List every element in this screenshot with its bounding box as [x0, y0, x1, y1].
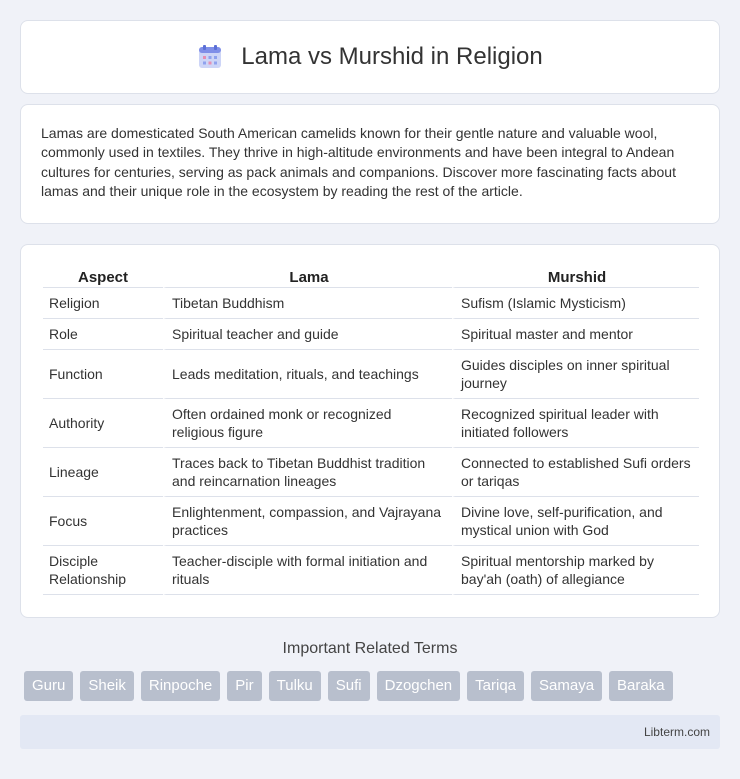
- cell-murshid: Spiritual master and mentor: [452, 319, 699, 350]
- related-term-tag[interactable]: Baraka: [609, 671, 673, 701]
- cell-murshid: Connected to established Sufi orders or tariqas: [452, 448, 699, 497]
- cell-aspect: Function: [43, 350, 163, 399]
- table-row: [43, 448, 699, 497]
- cell-lama: Tibetan Buddhism: [163, 288, 452, 319]
- footer-site-link[interactable]: Libterm.com: [643, 725, 710, 739]
- cell-murshid: Sufism (Islamic Mysticism): [452, 288, 699, 319]
- related-term-tag[interactable]: Samaya: [531, 671, 602, 701]
- cell-murshid: Guides disciples on inner spiritual journey: [452, 350, 699, 399]
- cell-lama: Traces back to Tibetan Buddhist tradition and reincarnation lineages: [163, 448, 452, 497]
- cell-lama: Spiritual teacher and guide: [163, 319, 452, 350]
- header-aspect: Aspect: [43, 265, 163, 288]
- related-terms-title: Important Related Terms: [282, 640, 458, 657]
- header-lama: Lama: [163, 265, 452, 288]
- page-title: Lama vs Murshid in Religion: [241, 43, 543, 70]
- cell-aspect: Role: [43, 319, 163, 350]
- related-term-tag[interactable]: Tulku: [269, 671, 321, 701]
- cell-lama: Teacher-disciple with formal initiation and rituals: [163, 546, 452, 595]
- table-row: [43, 399, 699, 448]
- cell-lama: Enlightenment, compassion, and Vajrayana practices: [163, 497, 452, 546]
- cell-aspect: Lineage: [43, 448, 163, 497]
- header-murshid: Murshid: [452, 265, 699, 288]
- header-card: [20, 20, 720, 94]
- cell-aspect: Religion: [43, 288, 163, 319]
- cell-lama: Often ordained monk or recognized religious figure: [163, 399, 452, 448]
- related-term-tag[interactable]: Rinpoche: [141, 671, 220, 701]
- intro-text: Lamas are domesticated South American camelids known for their gentle nature and valuable wool, commonly used in textiles. They thrive in high-altitude environments and have been integral to Andean cultures for centuries, serving as pack animals and companions. Discover more fascinating facts about lamas and their unique role in the ecosystem by reading the rest of the article.: [41, 125, 676, 200]
- cell-murshid: Divine love, self-purification, and mystical union with God: [452, 497, 699, 546]
- cell-murshid: Spiritual mentorship marked by bay'ah (oath) of allegiance: [452, 546, 699, 595]
- related-terms-list: [24, 671, 724, 701]
- cell-murshid: Recognized spiritual leader with initiated followers: [452, 399, 699, 448]
- related-term-tag[interactable]: Pir: [227, 671, 261, 701]
- table-row: [43, 288, 699, 319]
- intro-card: [20, 104, 720, 224]
- related-term-tag[interactable]: Dzogchen: [377, 671, 461, 701]
- comparison-card: [20, 244, 720, 618]
- related-term-tag[interactable]: Sheik: [80, 671, 134, 701]
- cell-lama: Leads meditation, rituals, and teachings: [163, 350, 452, 399]
- related-term-tag[interactable]: Sufi: [328, 671, 370, 701]
- related-term-tag[interactable]: Tariqa: [467, 671, 524, 701]
- cell-aspect: Disciple Relationship: [43, 546, 163, 595]
- related-term-tag[interactable]: Guru: [24, 671, 73, 701]
- table-row: [43, 319, 699, 350]
- table-header-row: [43, 265, 699, 288]
- comparison-table: [43, 265, 699, 595]
- calendar-icon: [197, 44, 223, 70]
- table-row: [43, 546, 699, 595]
- cell-aspect: Authority: [43, 399, 163, 448]
- cell-aspect: Focus: [43, 497, 163, 546]
- table-row: [43, 350, 699, 399]
- table-row: [43, 497, 699, 546]
- footer: [20, 715, 720, 749]
